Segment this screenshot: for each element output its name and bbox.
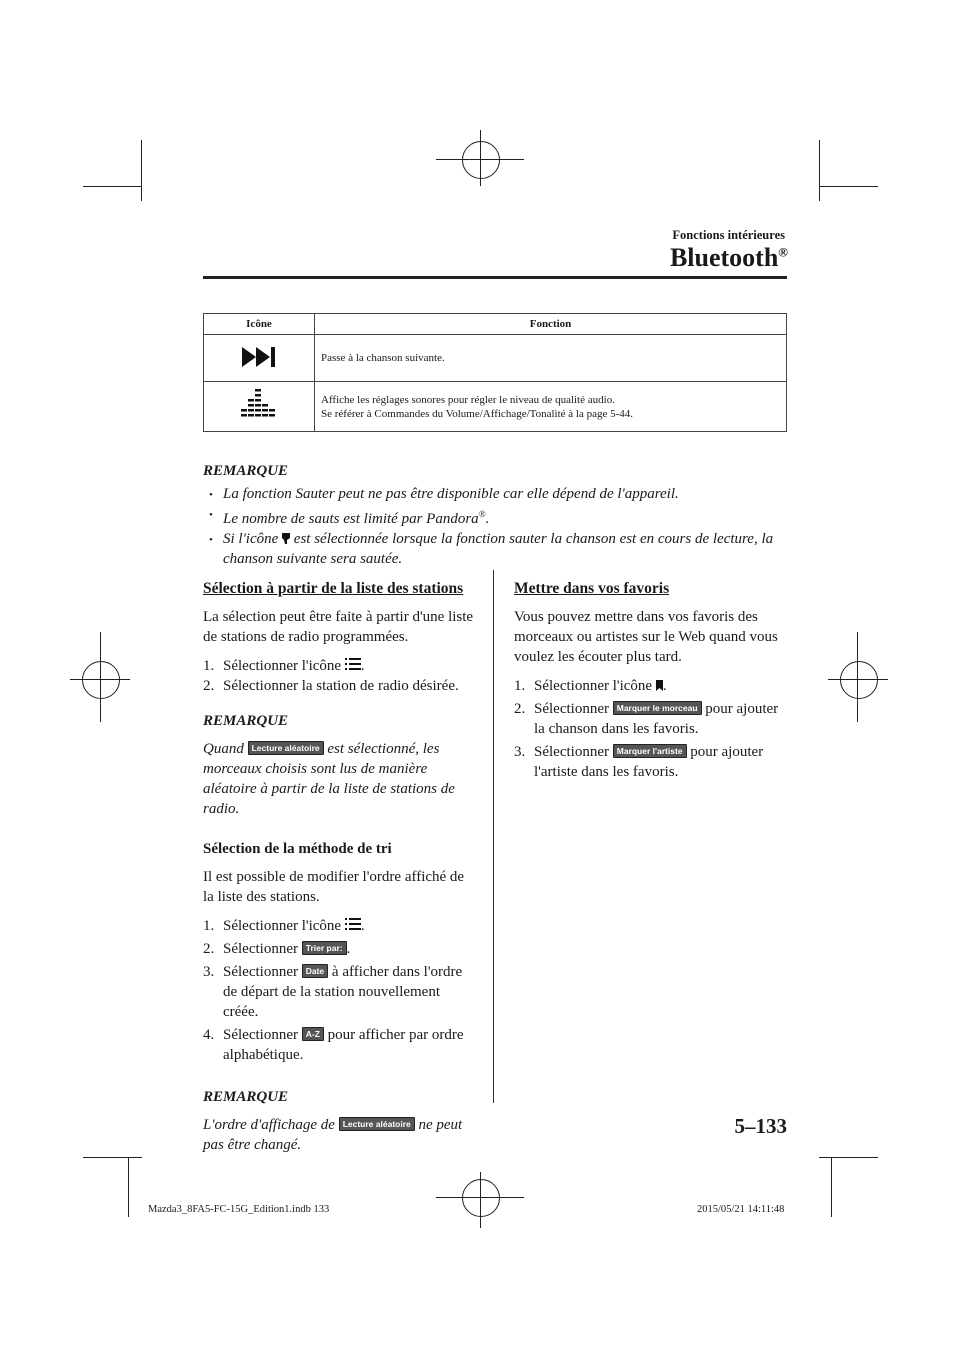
note-title: REMARQUE <box>203 1089 289 1105</box>
note-bullet: • Si l'icône est sélectionnée lorsque la fonction sauter la chanson est en cours de lecture, la chanson suivante sera sautée. <box>203 529 793 569</box>
list-item: 1. Sélectionner l'icône . <box>203 658 365 674</box>
date-button: Date <box>302 964 328 978</box>
note-bullet: • Le nombre de sauts est limité par Pandora®. <box>203 504 793 529</box>
paragraph: La sélection peut être faite à partir d'une liste de stations de radio programmées. <box>203 609 474 645</box>
footer-file: Mazda3_8FA5-FC-15G_Edition1.indb 133 <box>148 1204 330 1215</box>
paragraph: Vous pouvez mettre dans vos favoris des morceaux ou artistes sur le Web quand vous voulez les écouter plus tard. <box>514 609 778 665</box>
bookmark-icon <box>656 680 663 691</box>
station-list-icon <box>345 657 361 671</box>
table-row <box>204 335 787 382</box>
list-item: 3. Sélectionner Marquer l'artiste pour ajouter l'artiste dans les favoris. <box>514 744 764 780</box>
note-text: Quand Lecture aléatoire est sélectionné, les morceaux choisis sont lus de manière aléatoire à partir de la liste de stations de radio. <box>203 741 455 817</box>
column-separator <box>493 570 494 1103</box>
paragraph: Il est possible de modifier l'ordre affiché de la liste des stations. <box>203 869 465 905</box>
note-bullet: • La fonction Sauter peut ne pas être disponible car elle dépend de l'appareil. <box>203 484 793 504</box>
list-item: 4. Sélectionner A-Z pour afficher par ordre alphabétique. <box>203 1027 464 1063</box>
header-rule <box>203 276 787 279</box>
shuffle-button: Lecture aléatoire <box>339 1117 415 1131</box>
note-title: REMARQUE <box>203 463 289 479</box>
equalizer-icon <box>241 389 277 421</box>
sub-heading: Sélection de la méthode de tri <box>203 841 392 857</box>
note-block <box>203 463 793 569</box>
section-heading: Mettre dans vos favoris <box>514 580 670 597</box>
station-list-icon <box>345 917 361 931</box>
table-cell-function: Affiche les réglages sonores pour régler le niveau de qualité audio. Se référer à Commandes du Volume/Affichage/Tonalité à la page 5-44. <box>315 382 787 432</box>
list-item: 2. Sélectionner Marquer le morceau pour ajouter la chanson dans les favoris. <box>514 701 779 737</box>
sort-by-button: Trier par: <box>302 941 347 955</box>
section-heading: Sélection à partir de la liste des stations <box>203 580 464 597</box>
next-track-icon <box>242 347 276 367</box>
note-text: L'ordre d'affichage de Lecture aléatoire ne peut pas être changé. <box>203 1117 463 1153</box>
table-header-icon: Icône <box>204 314 315 335</box>
icon-function-table <box>203 313 787 432</box>
footer-date: 2015/05/21 14:11:48 <box>697 1204 785 1215</box>
bookmark-artist-button: Marquer l'artiste <box>613 744 687 758</box>
left-column <box>203 579 475 1155</box>
list-item: 1. Sélectionner l'icône . <box>203 918 365 934</box>
page-number: 5–133 <box>734 1114 787 1138</box>
table-cell-function: Passe à la chanson suivante. <box>315 335 787 382</box>
a-z-button: A-Z <box>302 1027 324 1041</box>
list-item: 2. Sélectionner la station de radio désirée. <box>203 678 459 694</box>
list-item: 2. Sélectionner Trier par: . <box>203 941 351 957</box>
table-row <box>204 382 787 432</box>
table-header-function: Fonction <box>315 314 787 335</box>
bookmark-song-button: Marquer le morceau <box>613 701 702 715</box>
page-title: Bluetooth® <box>669 243 788 272</box>
shuffle-button: Lecture aléatoire <box>248 741 324 755</box>
list-item: 1. Sélectionner l'icône . <box>514 678 667 694</box>
section-label: Fonctions intérieures <box>672 228 785 242</box>
thumbs-down-icon <box>282 533 290 544</box>
right-column <box>514 579 786 782</box>
note-title: REMARQUE <box>203 713 289 729</box>
list-item: 3. Sélectionner Date à afficher dans l'ordre de départ de la station nouvellement créée. <box>203 964 463 1020</box>
